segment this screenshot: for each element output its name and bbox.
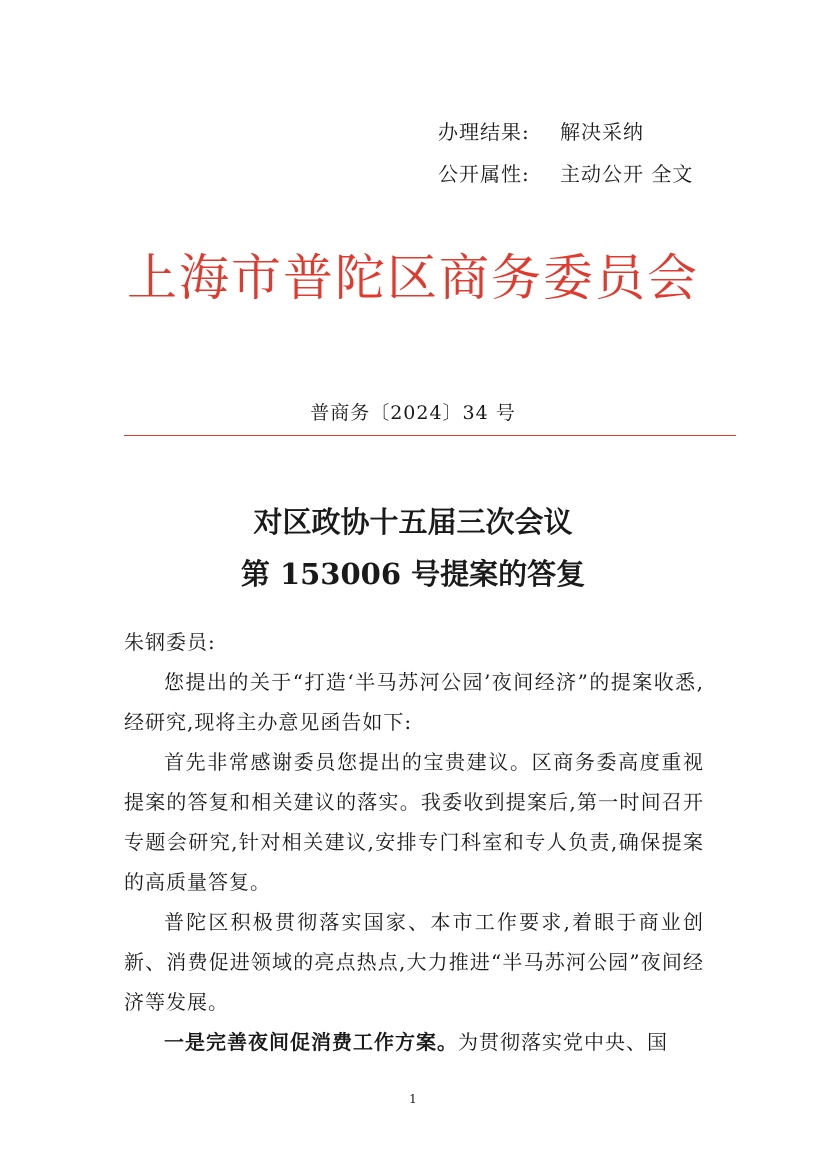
- issuing-organization-title: 上海市普陀区商务委员会: [127, 249, 699, 307]
- paragraph-4-heading: 一是完善夜间促消费工作方案。: [164, 1030, 458, 1054]
- page-number: 1: [409, 1092, 417, 1106]
- red-separator-line: [124, 435, 736, 436]
- handling-result-row: [438, 116, 644, 145]
- paragraph-4-text: 为贯彻落实党中央、国: [458, 1030, 668, 1054]
- document-title-line-1: 对区政协十五届三次会议: [253, 505, 573, 539]
- disclosure-label: 公开属性:: [438, 162, 530, 186]
- body-paragraph-1: 您提出的关于“打造‘半马苏河公园’夜间经济”的提案收悉,经研究,现将主办意见函告如下:: [124, 670, 704, 734]
- body-paragraph-4: [124, 1022, 704, 1062]
- document-number: 普商务〔2024〕34 号: [310, 402, 516, 424]
- handling-result-value: 解决采纳: [560, 120, 644, 144]
- document-body: [124, 622, 704, 1062]
- body-paragraph-2: 首先非常感谢委员您提出的宝贵建议。区商务委高度重视提案的答复和相关建议的落实。我委收到提案后,第一时间召开专题会研究,针对相关建议,安排专门科室和专人负责,确保提案的高质量答复。: [124, 750, 704, 894]
- disclosure-row: [438, 158, 693, 187]
- salutation: 朱钢委员:: [124, 630, 216, 654]
- handling-result-label: 办理结果:: [438, 120, 530, 144]
- document-title-line-2: 第 153006 号提案的答复: [240, 557, 586, 591]
- disclosure-value: 主动公开 全文: [560, 162, 694, 186]
- body-paragraph-3: 普陀区积极贯彻落实国家、本市工作要求,着眼于商业创新、消费促进领域的亮点热点,大力推进“半马苏河公园”夜间经济等发展。: [124, 910, 704, 1014]
